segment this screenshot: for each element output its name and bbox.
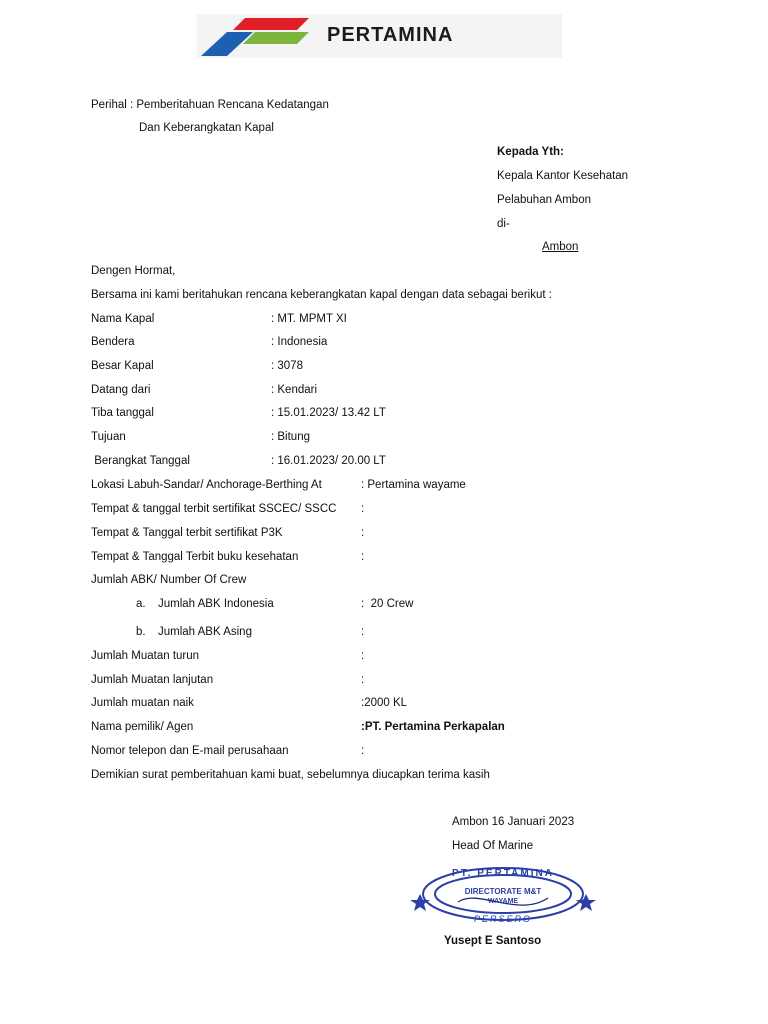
field-label: Bendera — [91, 336, 135, 348]
stamp-middle-text-2: WAYAME — [487, 898, 519, 905]
field-label: Tiba tanggal — [91, 407, 154, 419]
detail-value: : — [361, 527, 365, 539]
field-value: : Kendari — [271, 384, 318, 396]
recipient-line-2: Pelabuhan Ambon — [497, 194, 591, 206]
subject-line-2: Dan Keberangkatan Kapal — [139, 122, 274, 134]
field-value: : 15.01.2023/ 13.42 LT — [271, 407, 386, 419]
pertamina-logo-icon — [197, 14, 322, 58]
detail-label: Nama pemilik/ Agen — [91, 721, 194, 733]
signatory-name: Yusept E Santoso — [444, 935, 542, 947]
field-value: : Bitung — [271, 431, 310, 443]
detail-label: Jumlah muatan naik — [91, 697, 194, 709]
detail-label: Jumlah Muatan lanjutan — [91, 674, 214, 686]
recipient-city: Ambon — [542, 241, 579, 253]
detail-value: : — [361, 674, 365, 686]
detail-value: : — [361, 551, 365, 563]
field-value: : 3078 — [271, 360, 303, 372]
detail-label: Jumlah ABK/ Number Of Crew — [91, 574, 247, 586]
detail-value: : Pertamina wayame — [361, 479, 466, 491]
field-value: : MT. MPMT XI — [271, 313, 347, 325]
subject-line-1: Perihal : Pemberitahuan Rencana Kedatangan — [91, 99, 329, 111]
field-label: Tujuan — [91, 431, 126, 443]
detail-label: Tempat & Tanggal terbit sertifikat P3K — [91, 527, 283, 539]
field-value: : 16.01.2023/ 20.00 LT — [271, 455, 386, 467]
field-label: Datang dari — [91, 384, 151, 396]
stamp-bottom-text: PERSERO — [473, 914, 533, 924]
detail-label: Jumlah Muatan turun — [91, 650, 200, 662]
signature-position: Head Of Marine — [452, 840, 534, 852]
detail-value: :2000 KL — [361, 697, 408, 709]
detail-label: Tempat & Tanggal Terbit buku kesehatan — [91, 551, 299, 563]
list-marker: b. — [136, 626, 146, 638]
detail-label: Jumlah ABK Asing — [158, 626, 252, 638]
list-marker: a. — [136, 598, 146, 610]
detail-label: Tempat & tanggal terbit sertifikat SSCEC/ SSCC — [91, 503, 337, 515]
detail-label: Lokasi Labuh-Sandar/ Anchorage-Berthing At — [91, 479, 322, 491]
field-label: Besar Kapal — [91, 360, 154, 372]
stamp-top-text: PT. PERTAMINA — [452, 868, 554, 879]
closing-text: Demikian surat pemberitahuan kami buat, sebelumnya diucapkan terima kasih — [91, 769, 490, 781]
detail-value: : 20 Crew — [361, 598, 414, 610]
signature-place-date: Ambon 16 Januari 2023 — [452, 816, 575, 828]
detail-label: Nomor telepon dan E-mail perusahaan — [91, 745, 289, 757]
detail-label: Jumlah ABK Indonesia — [158, 598, 274, 610]
recipient-line-1: Kepala Kantor Kesehatan — [497, 170, 629, 182]
recipient-heading: Kepada Yth: — [497, 146, 564, 158]
recipient-line-3: di- — [497, 218, 510, 230]
detail-value: : — [361, 626, 365, 638]
intro-text: Bersama ini kami beritahukan rencana keberangkatan kapal dengan data sebagai berikut : — [91, 289, 552, 301]
field-value: : Indonesia — [271, 336, 328, 348]
field-label: Berangkat Tanggal — [91, 455, 190, 467]
field-label: Nama Kapal — [91, 313, 155, 325]
detail-value: : — [361, 745, 365, 757]
pertamina-logo — [197, 14, 562, 58]
greeting: Dengen Hormat, — [91, 265, 176, 277]
logo-wordmark: PERTAMINA — [327, 24, 454, 46]
detail-value: : — [361, 503, 365, 515]
detail-value: :PT. Pertamina Perkapalan — [361, 721, 505, 733]
company-stamp — [398, 858, 608, 930]
detail-value: : — [361, 650, 365, 662]
stamp-middle-text-1: DIRECTORATE M&T — [464, 887, 542, 896]
